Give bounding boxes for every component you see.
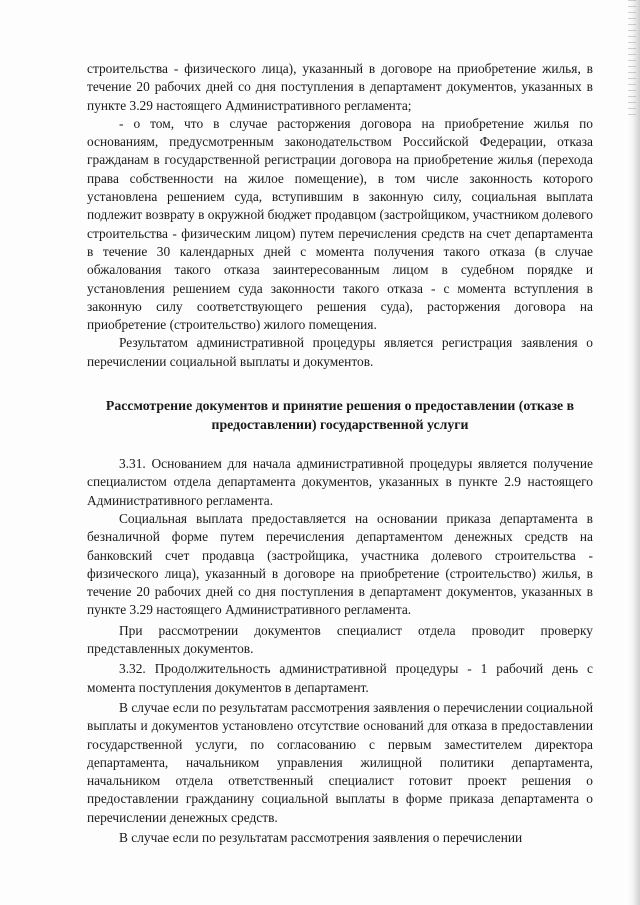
paragraph-3-31: 3.31. Основанием для начала административной процедуры является получение специалистом отдела департамента документов, указанных в пункте 2.9 настоящего Административного регламента. [87, 456, 593, 508]
paragraph-social-payment: Социальная выплата предоставляется на основании приказа департамента в безналичной форме путем перечисления департаментом денежных средств на банковский счет продавца (застройщика, участника долевого строительства - физического лица), указанный в договоре на приобретение (строительство) жилья, в течение 20 рабочих дней со дня поступления в департамент документов, указанных в пункте 3.29 настоящего Административного регламента. [87, 510, 593, 618]
paragraph-document-review: При рассмотрении документов специалист отдела проводит проверку представленных документов. [87, 622, 593, 657]
document-body [87, 60, 593, 847]
paragraph-3-32: 3.32. Продолжительность административной процедуры - 1 рабочий день с момента поступления документов в департамент. [87, 661, 593, 695]
paragraph-no-refusal-grounds: В случае если по результатам рассмотрения заявления о перечислении социальной выплаты и документов установлено отсутствие оснований для отказа в предоставлении государственной услуги, по согласованию с первым заместителем директора департамента, начальником управления жилищной политики департамента, начальником отдела ответственный специалист готовит проект решения о предоставлении гражданину социальной выплаты в форме приказа департамента о перечислении денежных средств. [87, 699, 593, 825]
section-heading: Рассмотрение документов и принятие решения о предоставлении (отказе в предоставлении) государственной услуги [105, 398, 575, 432]
scan-edge-marks [628, 0, 636, 120]
scan-edge-shadow [628, 0, 640, 905]
paragraph-refund-condition: - о том, что в случае расторжения договора на приобретение жилья по основаниям, предусмотренным законодательством Российской Федерации, отказа гражданам в государственной регистрации договора на приобретение жилья (перехода права собственности на жилое помещение), в том числе законность которого установлена решением суда, вступившим в законную силу, социальная выплата подлежит возврату в окружной бюджет продавцом (застройщиком, участником долевого строительства - физическим лицом) путем перечисления средств на счет департамента в течение 30 календарных дней с момента получения такого отказа (в случае обжалования такого отказа заинтересованным лицом в судебном порядке и установления решением суда законности такого отказа - с момента вступления в законную силу соответствующего решения суда), расторжения договора на приобретение (строительство) жилого помещения. [87, 115, 593, 333]
paragraph-procedure-result: Результатом административной процедуры является регистрация заявления о перечислении социальной выплаты и документов. [87, 335, 593, 369]
paragraph-refusal-case: В случае если по результатам рассмотрения заявления о перечислении [119, 829, 523, 845]
paragraph-continuation: строительства - физического лица), указанный в договоре на приобретение жилья, в течение 20 рабочих дней со дня поступления в департамент документов, указанных в пункте 3.29 настоящего Административного регламента; [87, 61, 593, 113]
